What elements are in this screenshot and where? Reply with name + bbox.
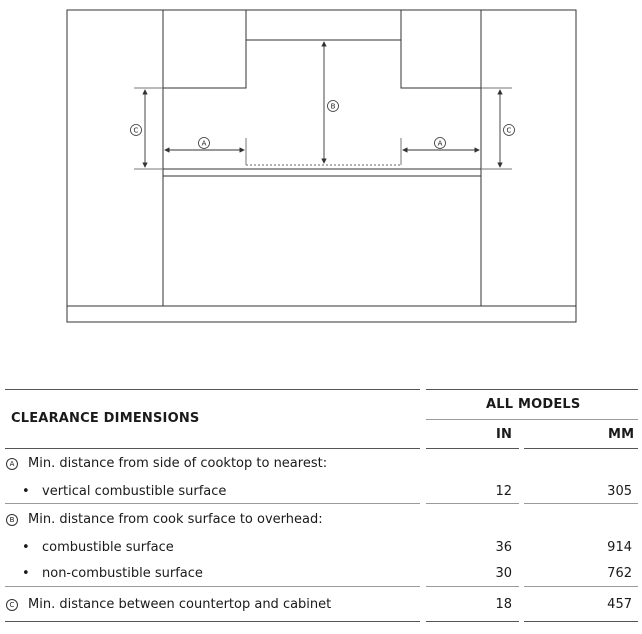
svg-text:C: C [506, 126, 512, 135]
row-rule [426, 503, 519, 504]
bullet: • [22, 484, 30, 499]
header-bottom-rule-left [5, 448, 420, 449]
section-a-heading: Min. distance from side of cooktop to nearest: [28, 456, 328, 471]
bullet: • [22, 540, 30, 555]
marker-c-icon: C [6, 599, 18, 611]
col-mm-header: MM [608, 427, 635, 442]
table-bottom-rule [524, 621, 638, 622]
table-title: CLEARANCE DIMENSIONS [11, 411, 200, 426]
row-rule [426, 586, 519, 587]
row-rule [5, 586, 420, 587]
section-c-heading: Min. distance between countertop and cabinet [28, 597, 332, 612]
group-header: ALL MODELS [486, 397, 581, 412]
marker-a-left [199, 138, 210, 149]
marker-b [328, 101, 339, 112]
row-mm: 762 [607, 566, 632, 581]
table-bottom-rule [426, 621, 519, 622]
marker-c-left [131, 125, 142, 136]
svg-text:B: B [330, 102, 336, 111]
base-plinth [67, 306, 576, 322]
header-bottom-rule-in [426, 448, 519, 449]
row-label: combustible surface [42, 540, 174, 555]
marker-a-icon: A [6, 458, 18, 470]
svg-text:C: C [133, 126, 139, 135]
header-bottom-rule-mm [524, 448, 638, 449]
row-mm: 457 [607, 597, 632, 612]
marker-b-icon: B [6, 514, 18, 526]
header-rule-right [426, 389, 638, 390]
group-rule [426, 419, 638, 420]
row-in: 36 [495, 540, 512, 555]
row-rule [5, 503, 420, 504]
section-b-heading: Min. distance from cook surface to overhead: [28, 512, 323, 527]
svg-text:A: A [201, 139, 207, 148]
header-rule-left [5, 389, 420, 390]
row-in: 30 [495, 566, 512, 581]
row-label: vertical combustible surface [42, 484, 227, 499]
row-mm: 914 [607, 540, 632, 555]
row-mm: 305 [607, 484, 632, 499]
bullet: • [22, 566, 30, 581]
row-rule [524, 586, 638, 587]
marker-c-right [504, 125, 515, 136]
col-in-header: IN [496, 427, 513, 442]
upper-right-cabinet [401, 10, 481, 88]
row-in: 12 [495, 484, 512, 499]
marker-a-right [435, 138, 446, 149]
row-in: 18 [495, 597, 512, 612]
upper-left-cabinet [163, 10, 246, 88]
svg-text:A: A [437, 139, 443, 148]
row-label: non-combustible surface [42, 566, 203, 581]
row-rule [524, 503, 638, 504]
table-bottom-rule [5, 621, 420, 622]
